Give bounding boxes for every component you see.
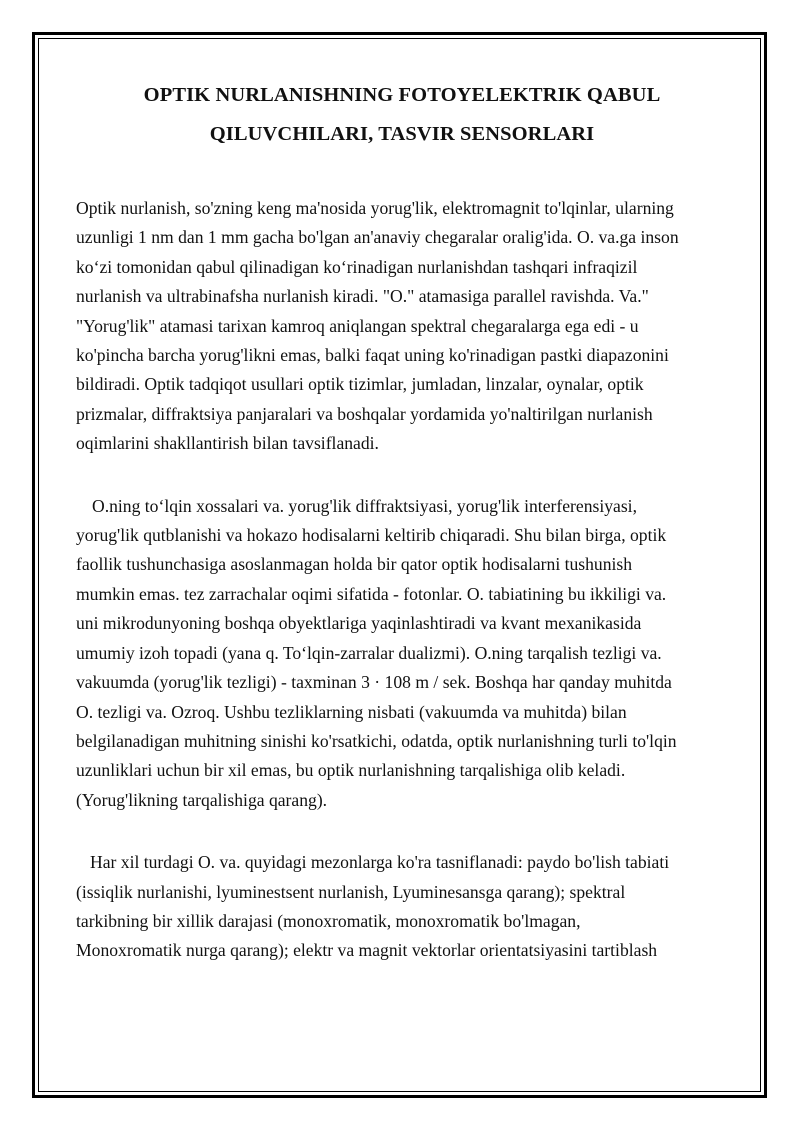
text-line: uni mikrodunyoning boshqa obyektlariga yaqinlashtiradi va kvant mexanikasida — [76, 613, 642, 634]
text-line: belgilanadigan muhitning sinishi ko'rsatkichi, odatda, optik nurlanishning turli to'lqin — [76, 730, 677, 751]
text-line: umumiy izoh topadi (yana q. To‘lqin-zarralar dualizmi). O.ning tarqalish tezligi va. — [76, 642, 662, 663]
text-line: "Yorug'lik" atamasi tarixan kamroq aniqlangan spektral chegaralarga ega edi - u — [76, 315, 639, 336]
text-line: prizmalar, diffraktsiya panjaralari va boshqalar yordamida yo'naltirilgan nurlanish — [76, 403, 653, 424]
title-line: QILUVCHILARI, TASVIR SENSORLARI — [209, 123, 595, 145]
text-line: tarkibning bir xillik darajasi (monoxromatik, monoxromatik bo'lmagan, — [76, 910, 581, 931]
text-line: Optik nurlanish, so'zning keng ma'nosida yorug'lik, elektromagnit to'lqinlar, ularning — [76, 198, 674, 218]
text-line: O. tezligi va. Ozroq. Ushbu tezliklarning nisbati (vakuumda va muhitda) bilan — [76, 701, 627, 722]
text-line: faollik tushunchasiga asoslanmagan holda bir qator optik hodisalarni tushunish — [76, 554, 633, 575]
document-title — [76, 76, 728, 154]
text-line: bildiradi. Optik tadqiqot usullari optik tizimlar, jumladan, linzalar, oynalar, optik — [76, 374, 644, 395]
title-line: OPTIK NURLANISHNING FOTOYELEKTRIK QABUL — [143, 84, 661, 106]
text-line: vakuumda (yorug'lik tezligi) - taxminan 3 · 108 m / sek. Boshqa har qanday muhitda — [76, 672, 672, 693]
paragraph-3 — [76, 848, 728, 966]
text-line: nurlanish va ultrabinafsha nurlanish kiradi. "O." atamasiga parallel ravishda. Va." — [76, 286, 649, 307]
text-line: uzunliklari uchun bir xil emas, bu optik nurlanishning tarqalishiga olib keladi. — [76, 760, 626, 781]
text-line: ko'pincha barcha yorug'likni emas, balki faqat uning ko'rinadigan pastki diapazonini — [76, 345, 669, 366]
text-line: (issiqlik nurlanishi, lyuminestsent nurlanish, Lyuminesansga qarang); spektral — [76, 881, 626, 902]
text-line: (Yorug'likning tarqalishiga qarang). — [76, 789, 328, 810]
paragraph-2 — [76, 492, 728, 815]
document-body — [76, 76, 728, 999]
text-line: ko‘zi tomonidan qabul qilinadigan ko‘rinadigan nurlanishdan tashqari infraqizil — [76, 256, 638, 277]
text-line: O.ning to‘lqin xossalari va. yorug'lik diffraktsiyasi, yorug'lik interferensiyasi, — [92, 495, 637, 516]
text-line: Har xil turdagi O. va. quyidagi mezonlarga ko'ra tasniflanadi: paydo bo'lish tabiati — [90, 852, 670, 873]
text-line: uzunligi 1 nm dan 1 mm gacha bo'lgan an'anaviy chegaralar oralig'ida. O. va.ga inson — [76, 227, 679, 248]
text-line: mumkin emas. tez zarrachalar oqimi sifatida - fotonlar. O. tabiatining bu ikkiligi va. — [76, 583, 667, 604]
text-line: oqimlarini shakllantirish bilan tavsiflanadi. — [76, 433, 379, 454]
text-line: Monoxromatik nurga qarang); elektr va magnit vektorlar orientatsiyasini tartiblash — [76, 940, 658, 961]
paragraph-1 — [76, 194, 728, 459]
text-line: yorug'lik qutblanishi va hokazo hodisalarni keltirib chiqaradi. Shu bilan birga, optik — [76, 525, 667, 546]
